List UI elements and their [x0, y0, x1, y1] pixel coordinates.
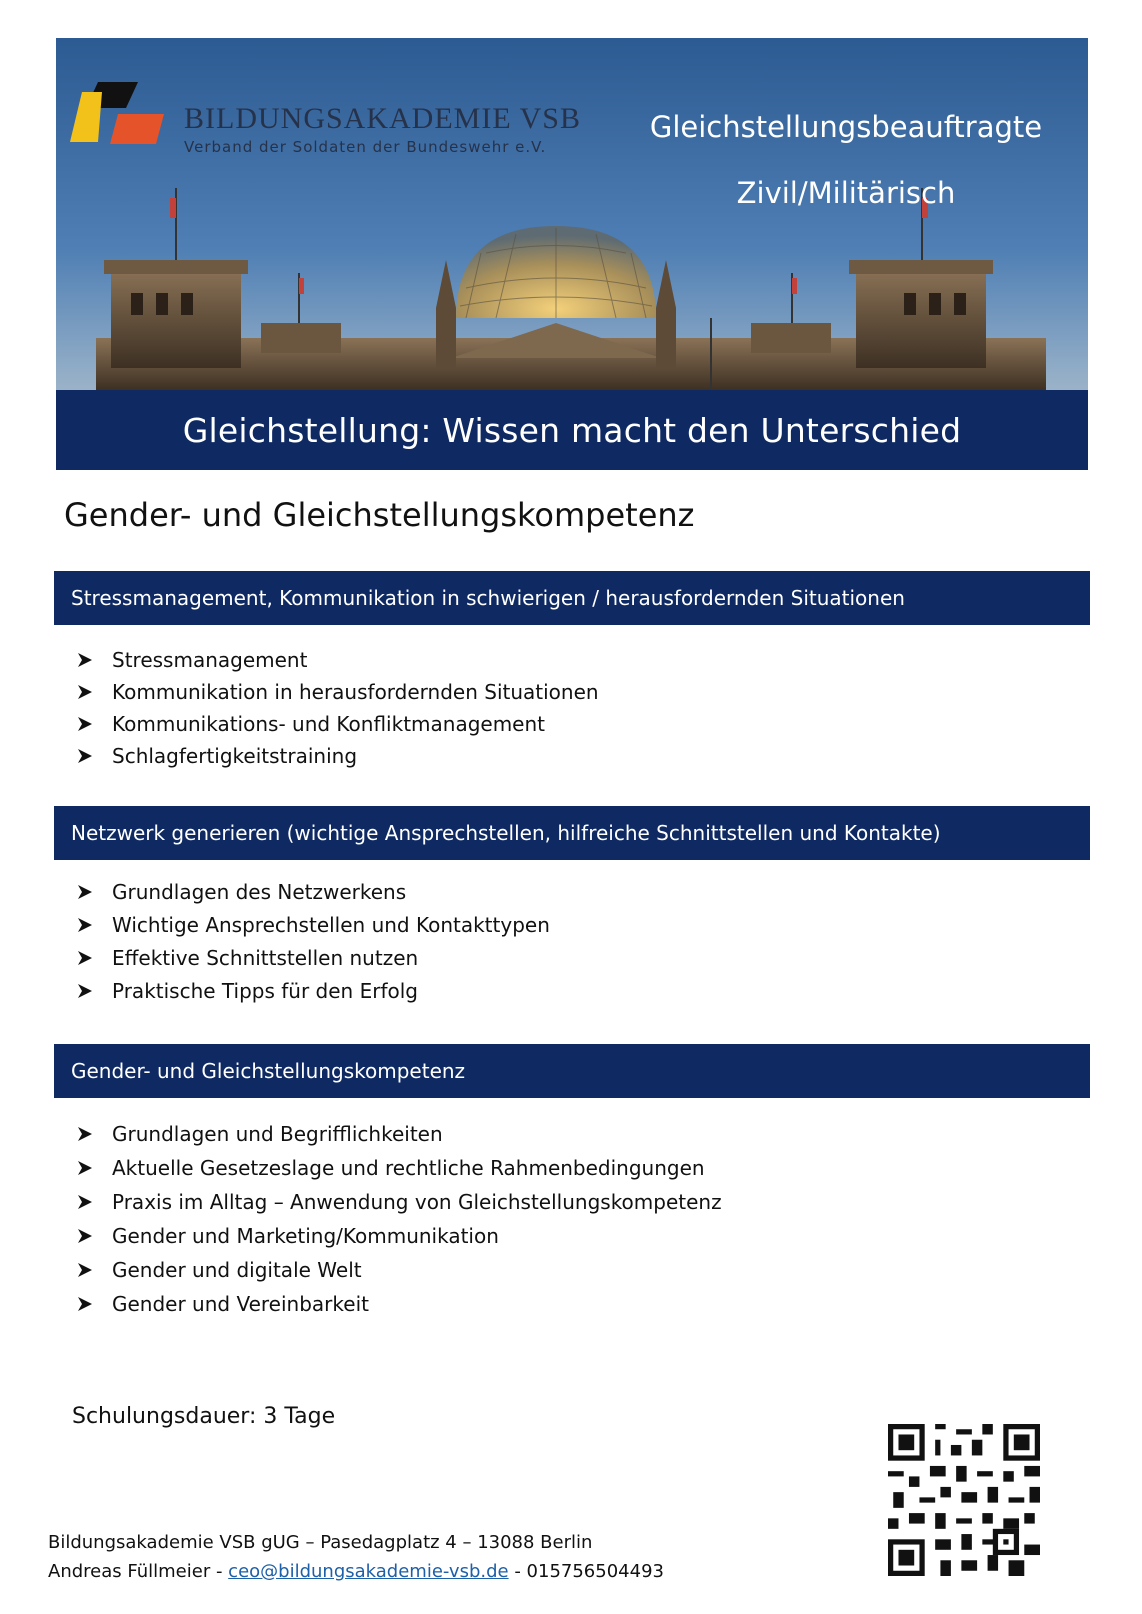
hero-title — [626, 94, 1066, 226]
list-item: Gender und Marketing/Kommunikation — [78, 1219, 722, 1253]
hero-banner — [56, 38, 1088, 470]
logo-subtitle: Verband der Soldaten der Bundeswehr e.V. — [184, 138, 547, 156]
list-item: Praxis im Alltag – Anwendung von Gleichstellungskompetenz — [78, 1185, 722, 1219]
list-item: Grundlagen und Begrifflichkeiten — [78, 1117, 722, 1151]
arrow-bullet-icon — [78, 1127, 112, 1141]
list-item: Gender und digitale Welt — [78, 1253, 722, 1287]
list-item: Praktische Tipps für den Erfolg — [78, 974, 550, 1007]
section-list-gender — [78, 1117, 722, 1321]
qr-code-icon[interactable] — [888, 1424, 1040, 1576]
arrow-bullet-icon — [78, 1229, 112, 1243]
list-item: Kommunikations- und Konfliktmanagement — [78, 708, 599, 740]
section-header-gender: Gender- und Gleichstellungskompetenz — [54, 1044, 1090, 1098]
phone-number: - 015756504493 — [508, 1561, 664, 1582]
list-item: Grundlagen des Netzwerkens — [78, 875, 550, 908]
list-item: Schlagfertigkeitstraining — [78, 740, 599, 772]
logo-name: BILDUNGSAKADEMIE VSB — [184, 102, 581, 135]
list-item: Aktuelle Gesetzeslage und rechtliche Rahmenbedingungen — [78, 1151, 722, 1185]
hero-title-line2: Zivil/Militärisch — [736, 176, 956, 210]
arrow-bullet-icon — [78, 918, 112, 932]
arrow-bullet-icon — [78, 885, 112, 899]
logo-books-icon — [68, 62, 168, 152]
arrow-bullet-icon — [78, 1161, 112, 1175]
main-heading: Gender- und Gleichstellungskompetenz — [64, 496, 695, 534]
section-header-stress: Stressmanagement, Kommunikation in schwierigen / herausfordernden Situationen — [54, 571, 1090, 625]
arrow-bullet-icon — [78, 951, 112, 965]
list-item: Stressmanagement — [78, 644, 599, 676]
training-duration: Schulungsdauer: 3 Tage — [72, 1404, 336, 1429]
list-item: Wichtige Ansprechstellen und Kontakttypen — [78, 908, 550, 941]
list-item: Gender und Vereinbarkeit — [78, 1287, 722, 1321]
section-header-network: Netzwerk generieren (wichtige Ansprechstellen, hilfreiche Schnittstellen und Kontakte) — [54, 806, 1090, 860]
logo — [68, 62, 581, 156]
section-list-network — [78, 875, 550, 1007]
arrow-bullet-icon — [78, 1263, 112, 1277]
contact-name: Andreas Füllmeier - — [48, 1561, 229, 1582]
footer-contact — [48, 1561, 664, 1582]
hero-title-line1: Gleichstellungsbeauftragte — [649, 110, 1043, 144]
footer-address: Bildungsakademie VSB gUG – Pasedagplatz 4 – 13088 Berlin — [48, 1532, 593, 1553]
arrow-bullet-icon — [78, 1297, 112, 1311]
arrow-bullet-icon — [78, 1195, 112, 1209]
hero-slogan: Gleichstellung: Wissen macht den Unterschied — [56, 390, 1088, 470]
arrow-bullet-icon — [78, 653, 112, 667]
email-link[interactable]: ceo@bildungsakademie-vsb.de — [228, 1561, 509, 1582]
arrow-bullet-icon — [78, 749, 112, 763]
list-item: Effektive Schnittstellen nutzen — [78, 941, 550, 974]
arrow-bullet-icon — [78, 717, 112, 731]
list-item: Kommunikation in herausfordernden Situationen — [78, 676, 599, 708]
section-list-stress — [78, 644, 599, 772]
arrow-bullet-icon — [78, 984, 112, 998]
arrow-bullet-icon — [78, 685, 112, 699]
